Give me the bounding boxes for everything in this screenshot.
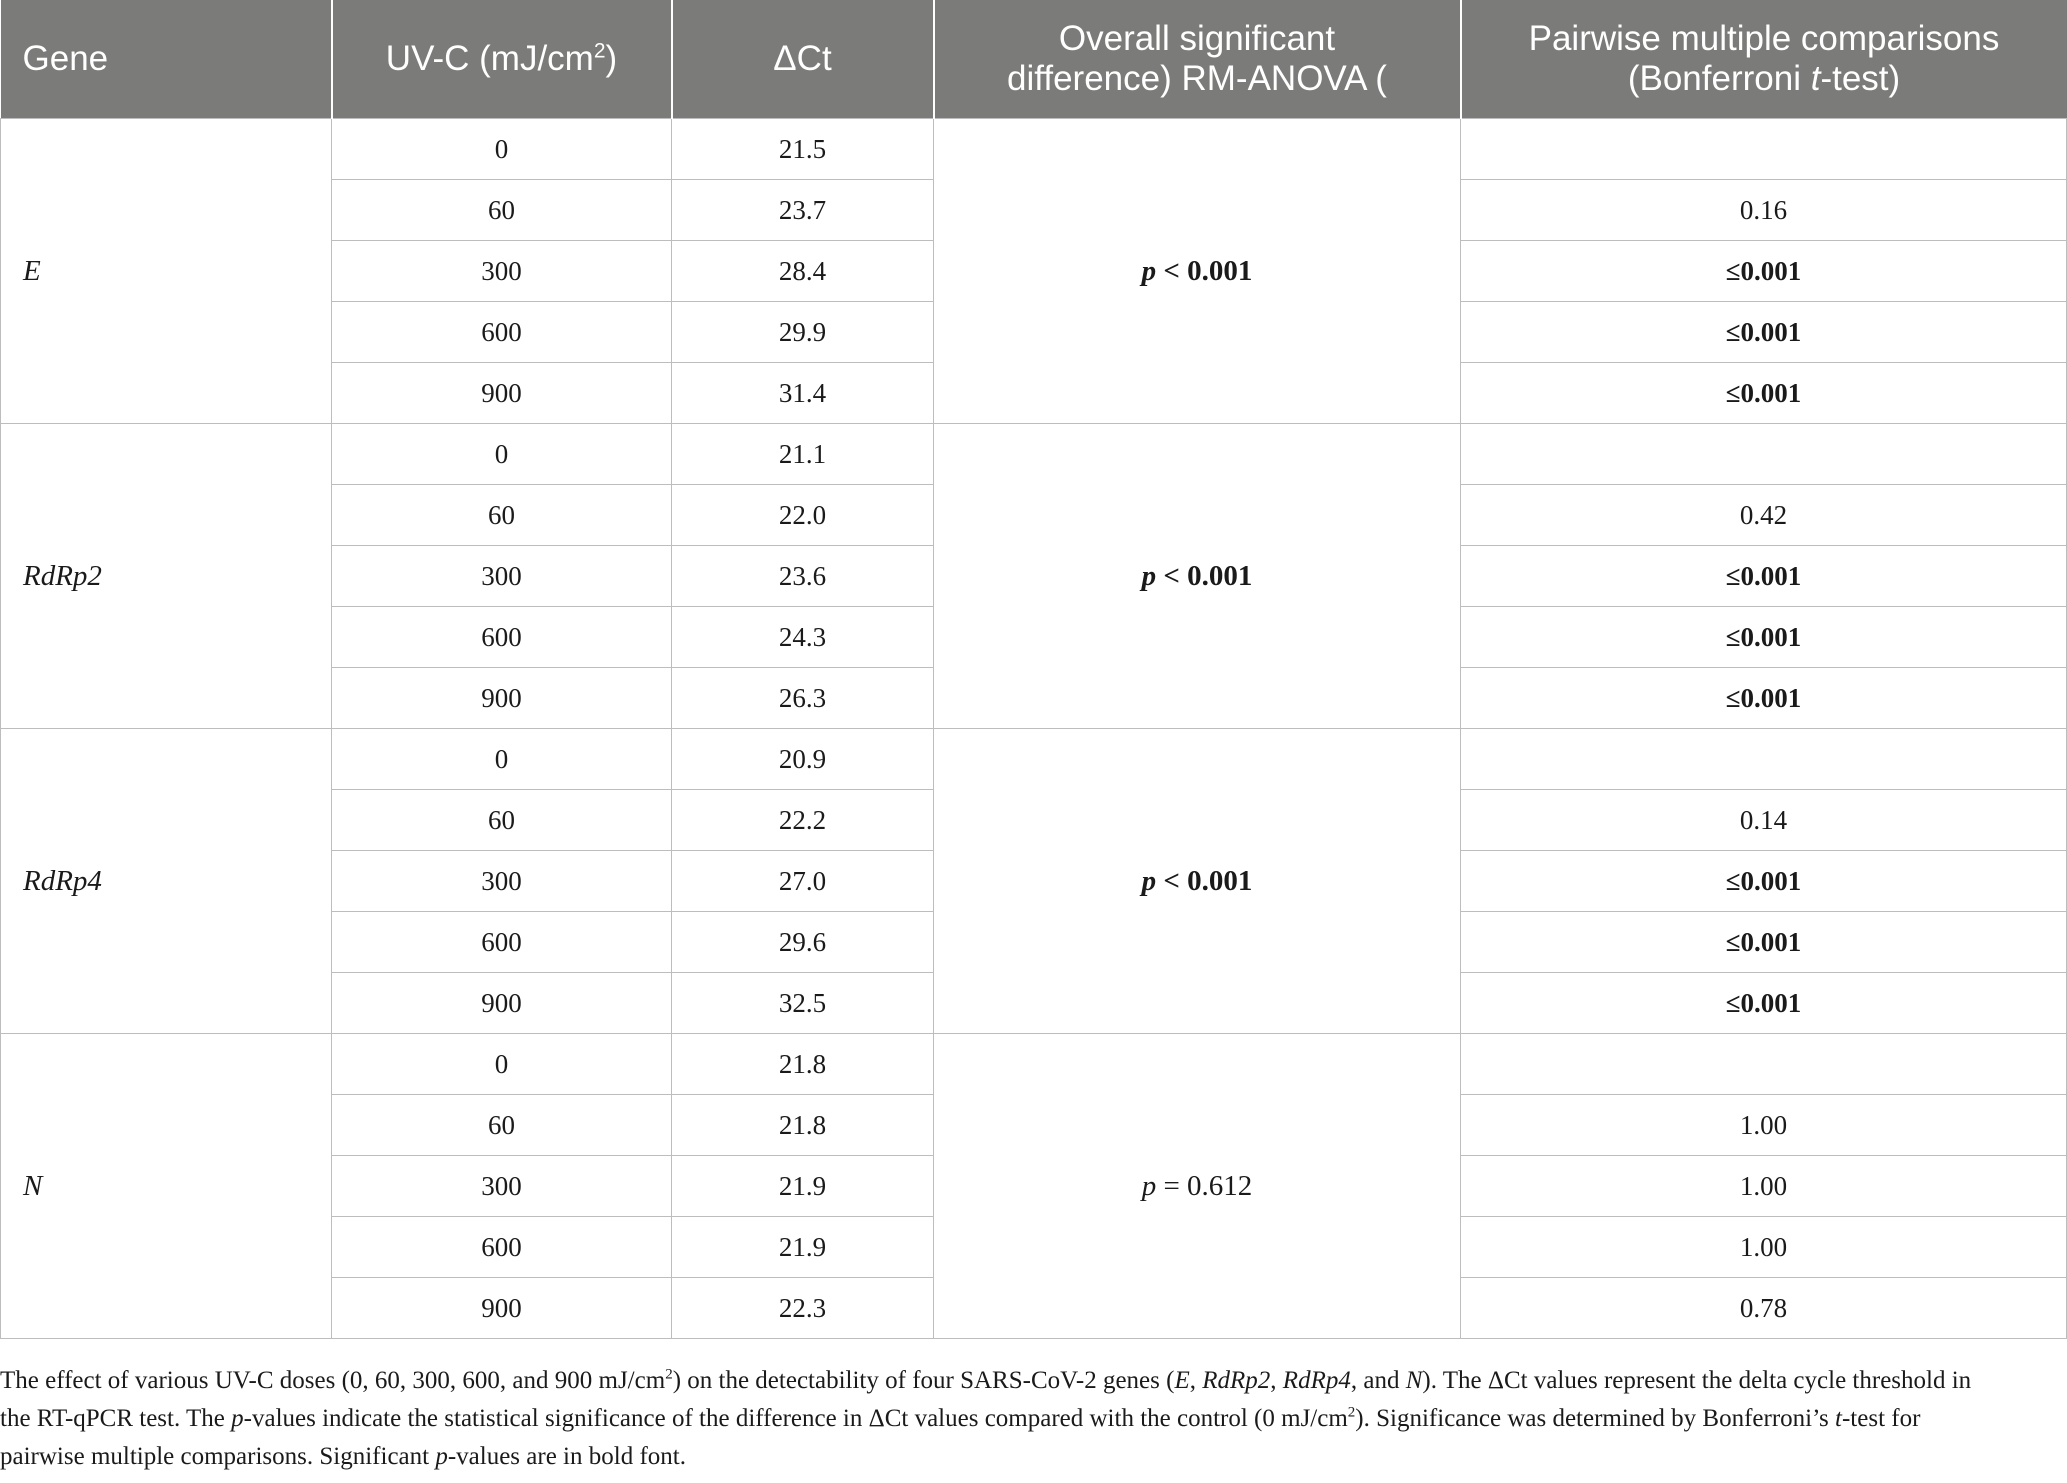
gene-cell: E <box>1 119 332 424</box>
dose-cell: 900 <box>332 668 672 729</box>
pairwise-cell <box>1461 1034 2067 1095</box>
dct-cell: 22.0 <box>672 485 934 546</box>
table-caption <box>0 1362 2000 1476</box>
caption-gene: RdRp2 <box>1202 1367 1271 1394</box>
dose-cell: 60 <box>332 790 672 851</box>
dose-cell: 0 <box>332 729 672 790</box>
overall-p-cell <box>934 729 1461 1034</box>
dose-cell: 300 <box>332 851 672 912</box>
header-gene <box>1 0 332 119</box>
table-row <box>1 1034 2067 1095</box>
header-pairwise-line1: Pairwise multiple comparisons <box>1528 19 2000 58</box>
pairwise-cell: ≤0.001 <box>1461 241 2067 302</box>
dct-cell: 21.9 <box>672 1156 934 1217</box>
pairwise-cell: ≤0.001 <box>1461 607 2067 668</box>
overall-p-symbol: p <box>1141 1169 1157 1202</box>
dose-cell: 300 <box>332 546 672 607</box>
dct-cell: 32.5 <box>672 973 934 1034</box>
dct-cell: 31.4 <box>672 363 934 424</box>
caption-text: ). The ΔCt values represent the delta cycle threshold in the RT-qPCR test. The <box>0 1367 1972 1432</box>
dose-cell: 0 <box>332 424 672 485</box>
header-overall-line2: difference) RM-ANOVA ( <box>1007 59 1387 98</box>
pairwise-cell: 1.00 <box>1461 1156 2067 1217</box>
pairwise-cell <box>1461 729 2067 790</box>
gene-cell: N <box>1 1034 332 1339</box>
overall-p-value: < 0.001 <box>1156 559 1253 592</box>
overall-p-symbol: p <box>1141 254 1157 287</box>
header-dct <box>672 0 934 119</box>
dose-cell: 600 <box>332 607 672 668</box>
dct-cell: 21.1 <box>672 424 934 485</box>
dose-cell: 900 <box>332 363 672 424</box>
dct-cell: 26.3 <box>672 668 934 729</box>
header-pairwise-line2-suffix: -test) <box>1820 59 1901 98</box>
header-uvc <box>332 0 672 119</box>
overall-p-value: < 0.001 <box>1156 254 1253 287</box>
pairwise-cell <box>1461 424 2067 485</box>
overall-p-cell <box>934 119 1461 424</box>
dct-cell: 22.2 <box>672 790 934 851</box>
table-row <box>1 119 2067 180</box>
dose-cell: 60 <box>332 1095 672 1156</box>
dct-cell: 21.9 <box>672 1217 934 1278</box>
caption-text: ) on the detectability of four SARS-CoV-2 genes ( <box>672 1367 1175 1394</box>
overall-p-symbol: p <box>1141 559 1157 592</box>
dose-cell: 600 <box>332 302 672 363</box>
dct-cell: 21.8 <box>672 1095 934 1156</box>
overall-p-value: < 0.001 <box>1156 864 1253 897</box>
dct-cell: 23.7 <box>672 180 934 241</box>
caption-gene: E <box>1174 1367 1190 1394</box>
overall-p-cell <box>934 1034 1461 1339</box>
pairwise-cell: ≤0.001 <box>1461 668 2067 729</box>
header-gene-label: Gene <box>22 39 109 78</box>
caption-text: , <box>1189 1367 1203 1394</box>
pairwise-cell: 1.00 <box>1461 1217 2067 1278</box>
gene-cell: RdRp4 <box>1 729 332 1034</box>
dose-cell: 60 <box>332 180 672 241</box>
dct-cell: 29.9 <box>672 302 934 363</box>
pairwise-cell: 0.16 <box>1461 180 2067 241</box>
pairwise-cell: 1.00 <box>1461 1095 2067 1156</box>
header-pairwise <box>1461 0 2067 119</box>
pairwise-cell: ≤0.001 <box>1461 546 2067 607</box>
overall-p-cell <box>934 424 1461 729</box>
pairwise-cell: ≤0.001 <box>1461 973 2067 1034</box>
dose-cell: 60 <box>332 485 672 546</box>
pairwise-cell: ≤0.001 <box>1461 851 2067 912</box>
table-row <box>1 424 2067 485</box>
header-uvc-label: UV-C (mJ/cm <box>385 39 594 78</box>
caption-gene: RdRp4 <box>1282 1367 1351 1394</box>
overall-p-value: = 0.612 <box>1156 1169 1253 1202</box>
header-pairwise-line2-prefix: (Bonferroni <box>1627 59 1811 98</box>
dose-cell: 600 <box>332 1217 672 1278</box>
header-pairwise-line2-italic: t <box>1810 59 1821 98</box>
caption-text: , <box>1270 1367 1283 1394</box>
caption-text: The effect of various UV-C doses (0, 60, 300, 600, and 900 mJ/cm <box>0 1367 666 1394</box>
header-row <box>1 0 2067 119</box>
dose-cell: 300 <box>332 1156 672 1217</box>
dct-cell: 24.3 <box>672 607 934 668</box>
gene-cell: RdRp2 <box>1 424 332 729</box>
pairwise-cell: 0.42 <box>1461 485 2067 546</box>
caption-gene: N <box>1405 1367 1423 1394</box>
dct-cell: 21.5 <box>672 119 934 180</box>
pairwise-cell: ≤0.001 <box>1461 912 2067 973</box>
table-body <box>1 119 2067 1339</box>
caption-p: p <box>435 1443 448 1470</box>
caption-t: t <box>1835 1405 1842 1432</box>
header-uvc-suffix: ) <box>605 39 618 78</box>
caption-sup: 2 <box>1347 1404 1356 1421</box>
header-overall-line1: Overall significant <box>1058 19 1336 58</box>
caption-sup: 2 <box>665 1366 673 1383</box>
pairwise-cell: 0.14 <box>1461 790 2067 851</box>
table-header <box>1 0 2067 119</box>
caption-text: -test for pairwise multiple comparisons. Significant <box>0 1405 1921 1470</box>
dct-cell: 23.6 <box>672 546 934 607</box>
dct-cell: 20.9 <box>672 729 934 790</box>
dose-cell: 300 <box>332 241 672 302</box>
table-row <box>1 729 2067 790</box>
caption-text: -values are in bold font. <box>447 1443 686 1470</box>
header-overall <box>934 0 1461 119</box>
dct-cell: 22.3 <box>672 1278 934 1339</box>
header-uvc-sup: 2 <box>593 39 606 63</box>
pairwise-cell <box>1461 119 2067 180</box>
dose-cell: 0 <box>332 119 672 180</box>
dose-cell: 0 <box>332 1034 672 1095</box>
dct-cell: 29.6 <box>672 912 934 973</box>
dct-cell: 21.8 <box>672 1034 934 1095</box>
caption-p: p <box>231 1405 244 1432</box>
caption-text: ). Significance was determined by Bonferroni’s <box>1355 1405 1836 1432</box>
dct-cell: 28.4 <box>672 241 934 302</box>
dct-cell: 27.0 <box>672 851 934 912</box>
overall-p-symbol: p <box>1141 864 1157 897</box>
dose-cell: 900 <box>332 1278 672 1339</box>
caption-text: -values indicate the statistical significance of the difference in ΔCt values compared with the control (0 mJ/cm <box>243 1405 1348 1432</box>
dose-cell: 900 <box>332 973 672 1034</box>
dose-cell: 600 <box>332 912 672 973</box>
header-dct-label: ΔCt <box>773 39 832 78</box>
pairwise-cell: ≤0.001 <box>1461 302 2067 363</box>
caption-text: , and <box>1350 1367 1406 1394</box>
pairwise-cell: ≤0.001 <box>1461 363 2067 424</box>
pairwise-cell: 0.78 <box>1461 1278 2067 1339</box>
